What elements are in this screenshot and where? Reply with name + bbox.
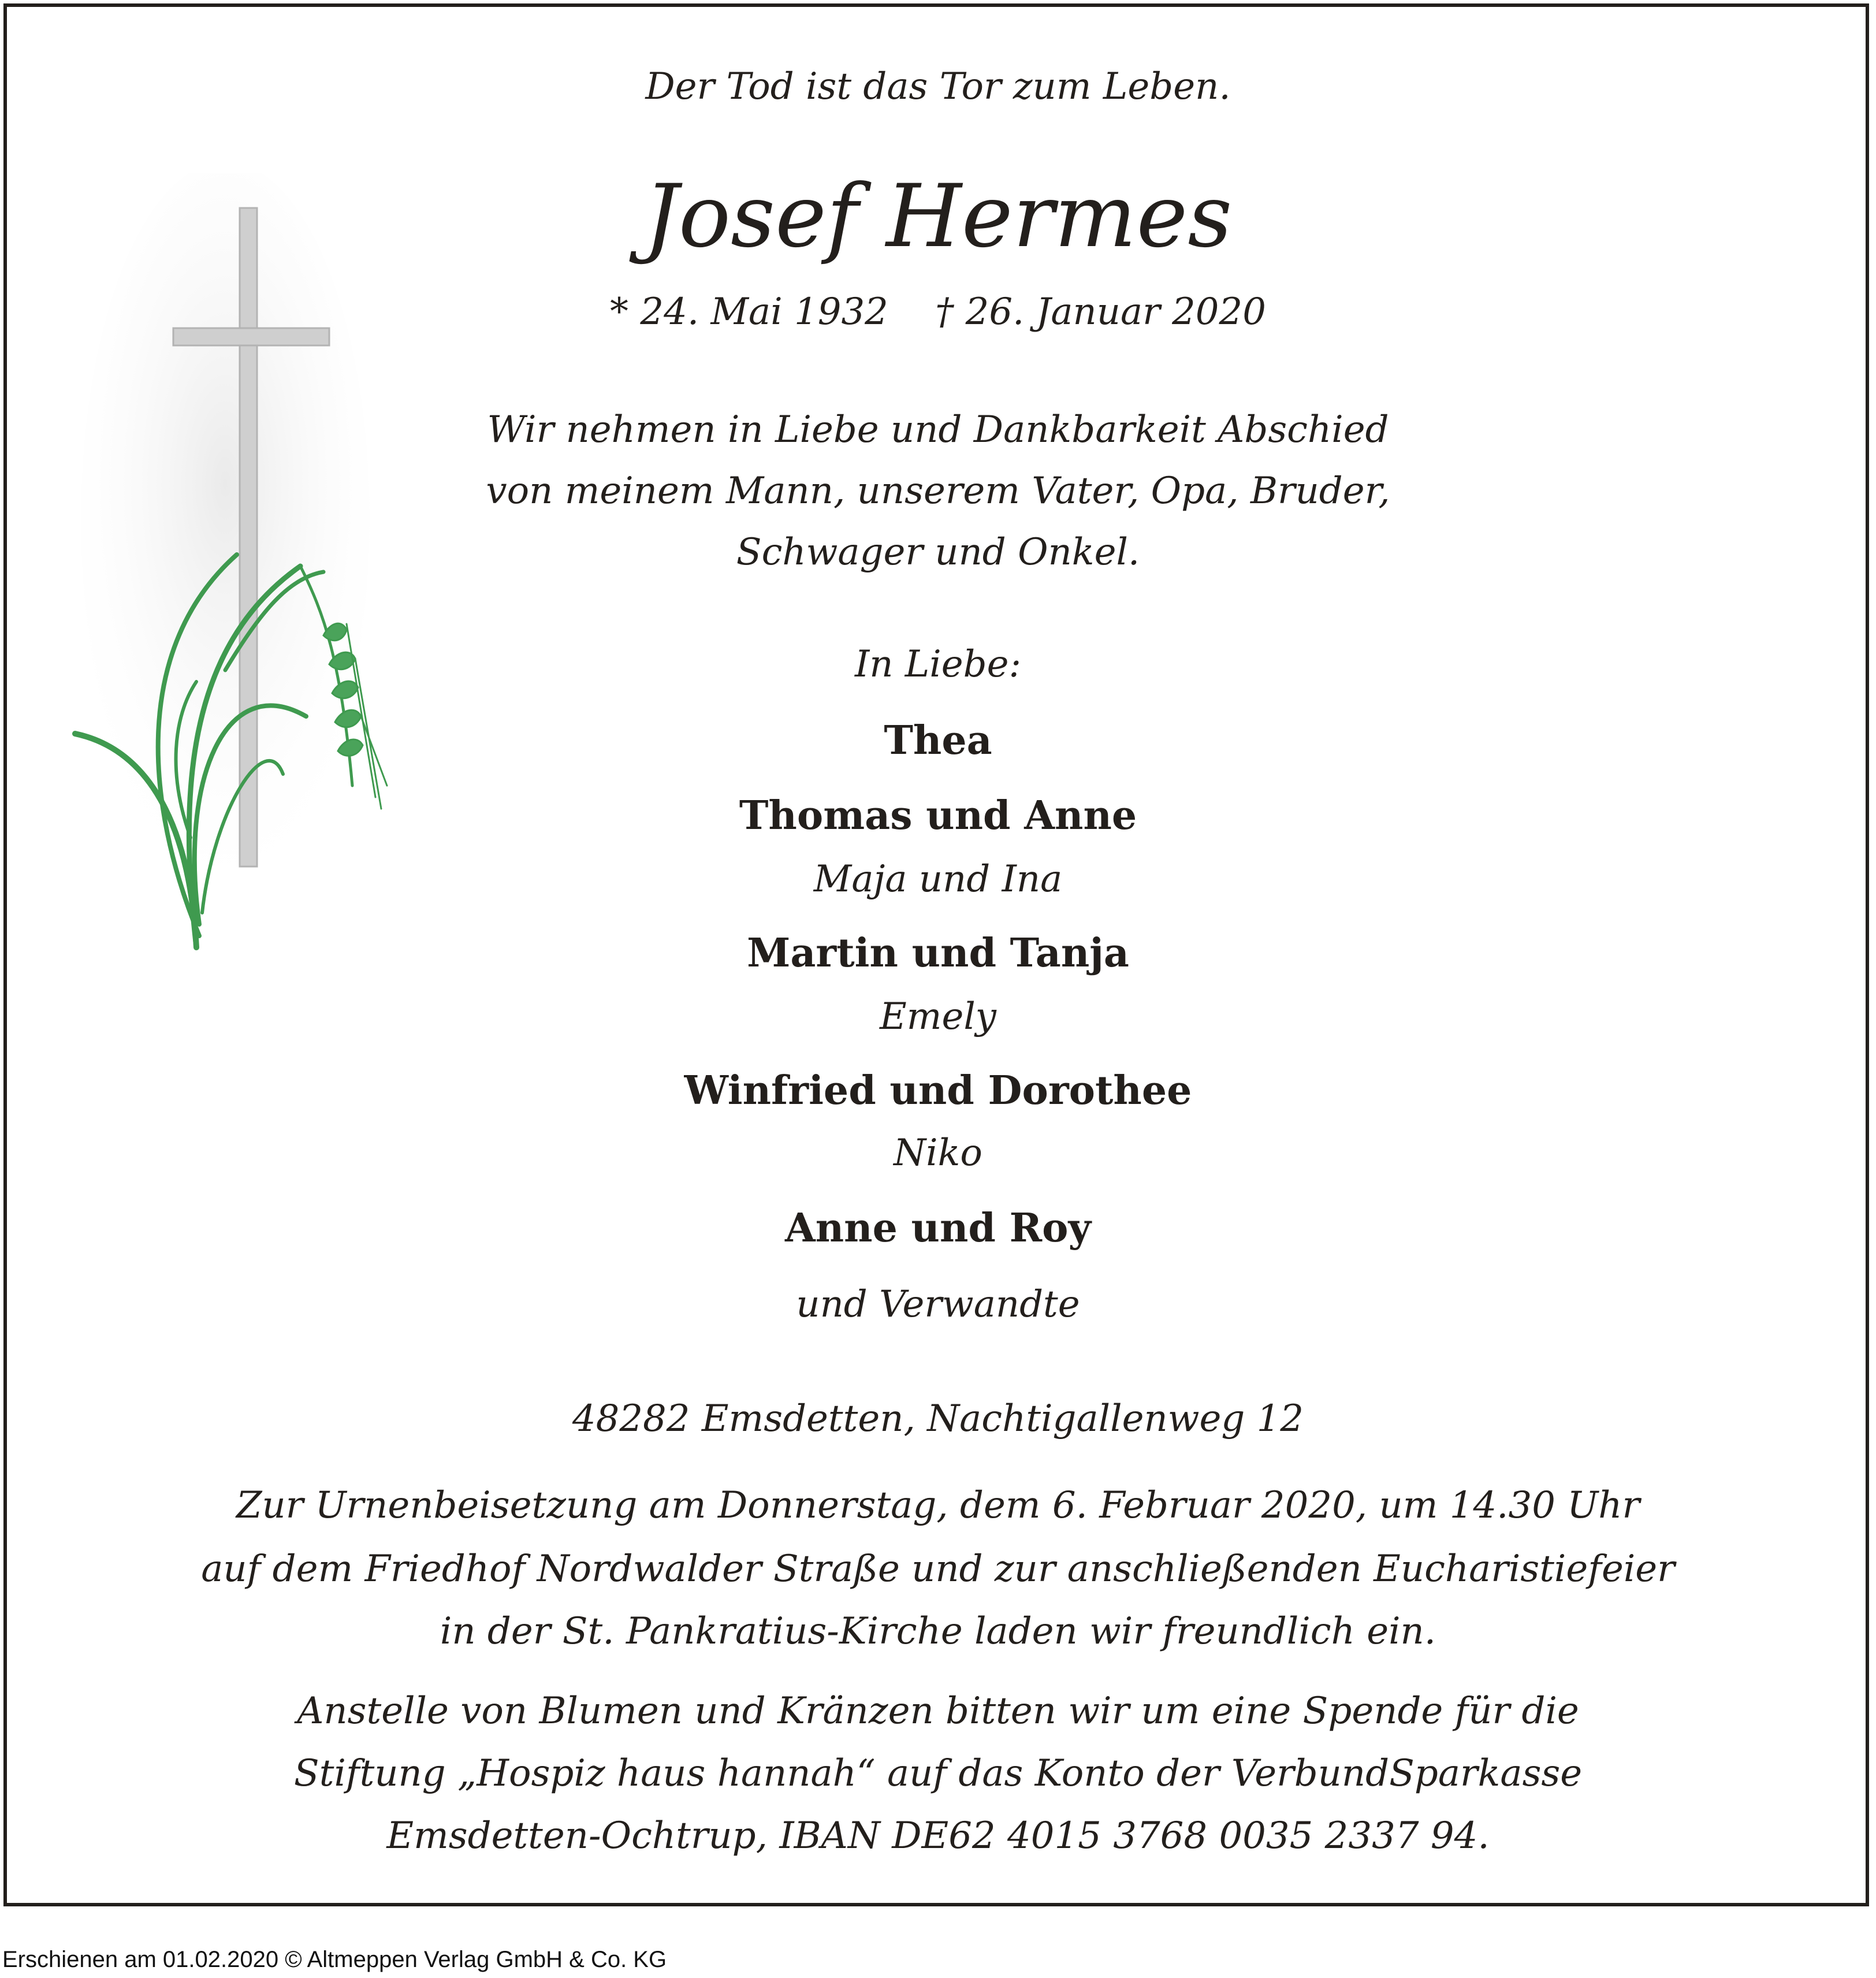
- relatives-line: und Verwandte: [796, 1283, 1080, 1326]
- service-line-2: auf dem Friedhof Nordwalder Straße und zur anschließenden Eucharistiefeier: [201, 1548, 1675, 1590]
- mourner-name: Thea: [884, 717, 992, 764]
- life-dates: * 24. Mai 1932 † 26. Januar 2020: [610, 291, 1266, 333]
- donation-line-2: Stiftung „Hospiz haus hannah“ auf das Konto der VerbundSparkasse: [293, 1752, 1583, 1795]
- service-line-3: in der St. Pankratius-Kirche laden wir freundlich ein.: [440, 1610, 1436, 1653]
- donation-line-1: Anstelle von Blumen und Kränzen bitten wir um eine Spende für die: [297, 1690, 1579, 1732]
- mourner-children: Maja und Ina: [813, 858, 1063, 901]
- intro-line-3: Schwager und Onkel.: [736, 531, 1140, 574]
- address: 48282 Emsdetten, Nachtigallenweg 12: [572, 1397, 1304, 1440]
- in-love-label: In Liebe:: [854, 643, 1022, 686]
- publication-footer: Erschienen am 01.02.2020 © Altmeppen Verlag GmbH & Co. KG: [2, 1947, 667, 1972]
- mourner-children: Emely: [880, 995, 996, 1038]
- cross-with-wheat-illustration: [52, 173, 410, 971]
- mourner-name: Anne und Roy: [784, 1205, 1092, 1251]
- deceased-name: Josef Hermes: [643, 166, 1233, 267]
- intro-line-2: von meinem Mann, unserem Vater, Opa, Bruder,: [486, 470, 1390, 512]
- mourner-name: Martin und Tanja: [747, 930, 1129, 976]
- service-line-1: Zur Urnenbeisetzung am Donnerstag, dem 6. Februar 2020, um 14.30 Uhr: [236, 1484, 1640, 1527]
- motto: Der Tod ist das Tor zum Leben.: [645, 65, 1231, 108]
- mourner-name: Thomas und Anne: [739, 793, 1137, 839]
- donation-line-3: Emsdetten-Ochtrup, IBAN DE62 4015 3768 0035 2337 94.: [386, 1815, 1490, 1857]
- mourner-name: Winfried und Dorothee: [684, 1068, 1192, 1114]
- intro-line-1: Wir nehmen in Liebe und Dankbarkeit Abschied: [487, 408, 1389, 451]
- mourner-children: Niko: [894, 1132, 982, 1174]
